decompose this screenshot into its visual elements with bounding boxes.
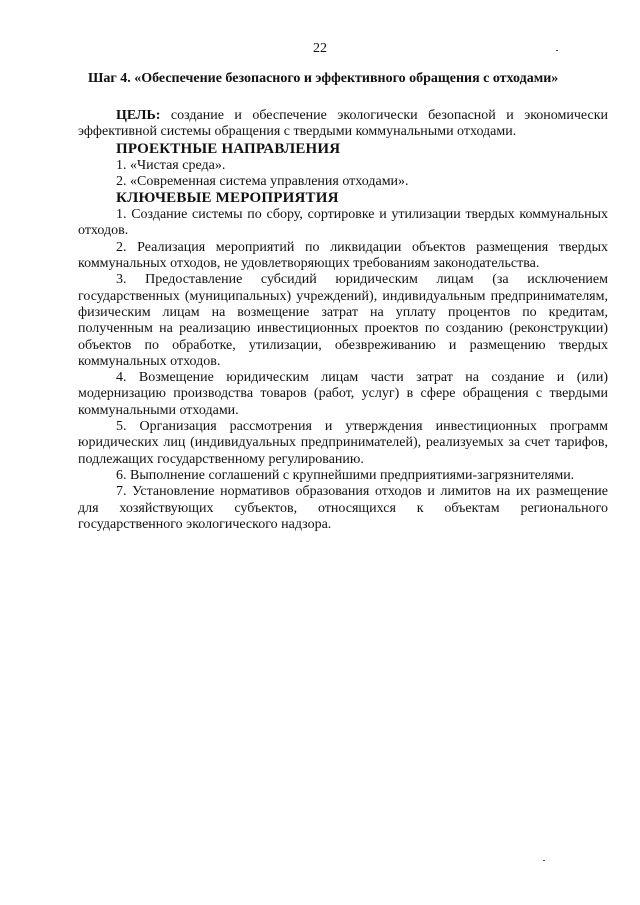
measure-item: 3. Предоставление субсидий юридическим лицам (за исключением государственных (муниципальных) учреждений), индивидуальным предпринимателям, физическим лицам на возмещение затрат на уплату процентов по кредитам, полученным на реализацию инвестиционных проектов по созданию (реконструкции) объектов по обработке, утилизации, обезвреживанию и размещению твердых коммунальных отходов.: [78, 272, 608, 369]
direction-item: 2. «Современная система управления отходами».: [116, 173, 409, 189]
page-number: 22: [313, 41, 327, 56]
goal-text: создание и обеспечение экологически безопасной и экономически эффективной системы обращения с твердыми коммунальными отходами.: [78, 108, 608, 140]
measure-item: 5. Организация рассмотрения и утверждения инвестиционных программ юридических лиц (индивидуальных предпринимателей), реализуемых за счет тарифов, подлежащих государственному регулированию.: [78, 419, 608, 467]
goal-label: ЦЕЛЬ:: [116, 108, 161, 123]
goal-paragraph: [78, 108, 608, 141]
document-body: [78, 108, 608, 533]
directions-title: ПРОЕКТНЫЕ НАПРАВЛЕНИЯ: [116, 140, 341, 157]
step-heading: Шаг 4. «Обеспечение безопасного и эффективного обращения с отходами»: [88, 71, 559, 86]
measure-item: 7. Установление нормативов образования отходов и лимитов на их размещение для хозяйствующих субъектов, относящихся к объектам регионального государственного экологического надзора.: [78, 484, 608, 532]
direction-item: 1. «Чистая среда».: [116, 157, 226, 173]
scan-speck: [556, 50, 558, 51]
measure-item: 2. Реализация мероприятий по ликвидации объектов размещения твердых коммунальных отходов, не удовлетворяющих требованиям законодательства.: [78, 239, 608, 272]
measure-item: 1. Создание системы по сбору, сортировке и утилизации твердых коммунальных отходов.: [78, 207, 608, 239]
measure-item: 6. Выполнение соглашений с крупнейшими предприятиями-загрязнителями.: [116, 467, 575, 483]
scan-speck: [543, 860, 545, 861]
measures-title: КЛЮЧЕВЫЕ МЕРОПРИЯТИЯ: [116, 190, 339, 207]
measure-item: 4. Возмещение юридическим лицам части затрат на создание и (или) модернизацию производства товаров (работ, услуг) в сфере обращения с твердыми коммунальными отходами.: [78, 370, 608, 418]
